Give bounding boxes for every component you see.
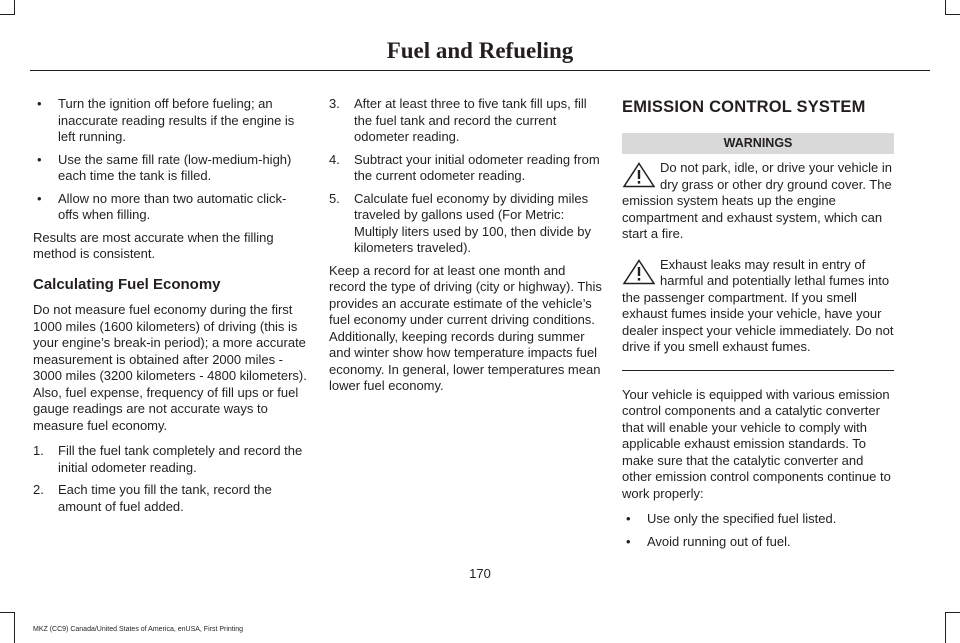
record-keeping-paragraph: Keep a record for at least one month and record the type of driving (city or highway). This provides an accurate estimate of the vehicle’s fuel economy under current driving conditions. Additionally, keeping records during summer and winter show how temperature impacts fuel economy. In general, lower temperatures mean lower fuel economy. [329, 262, 602, 393]
bullet-icon: • [37, 151, 42, 167]
emission-tips-list [622, 511, 894, 550]
list-item [622, 511, 894, 528]
bullet-icon: • [626, 533, 631, 549]
column-1 [33, 96, 307, 521]
list-item-text: Avoid running out of fuel. [647, 533, 791, 549]
warning-text: Exhaust leaks may result in entry of harmful and potentially lethal fumes into the passenger compartment. If you smell exhaust fumes inside your vehicle, have your dealer inspect your vehicle immediately. Do not drive if you smell exhaust fumes. [622, 256, 894, 354]
step-number: 3. [329, 96, 340, 111]
calculating-intro-paragraph: Do not measure fuel economy during the first 1000 miles (1600 kilometers) of driving (this is your engine’s break-in period); a more accurate measurement is obtained after 2000 miles - 3000 miles (3200 kilometers - 4800 kilometers). Also, fuel expense, frequency of fill ups or fuel gauge readings are not accurate ways to measure fuel economy. [33, 302, 307, 433]
page-number: 170 [469, 566, 491, 581]
calculation-steps-list [33, 443, 307, 515]
list-item [329, 191, 603, 257]
warning-text: Do not park, idle, or drive your vehicle in dry grass or other dry ground cover. The emission system heats up the engine compartment and exhaust system, which can start a fire. [622, 160, 892, 241]
step-text: After at least three to five tank fill ups, fill the fuel tank and record the current odometer reading. [354, 96, 587, 144]
step-text: Fill the fuel tank completely and record the initial odometer reading. [58, 443, 303, 475]
list-item-text: Allow no more than two automatic click-offs when filling. [58, 190, 287, 222]
fueling-tips-list [33, 96, 307, 224]
list-item [33, 482, 307, 515]
page-title: Fuel and Refueling [386, 38, 574, 63]
step-number: 1. [33, 443, 44, 458]
crop-mark-top-left [0, 0, 15, 15]
list-item-text: Turn the ignition off before fueling; an inaccurate reading results if the engine is left running. [58, 96, 295, 144]
crop-mark-top-right [945, 0, 960, 15]
calculation-steps-continued-list [329, 96, 603, 257]
step-text: Subtract your initial odometer reading from the current odometer reading. [354, 151, 600, 183]
step-text: Calculate fuel economy by dividing miles traveled by gallons used (For Metric: Multiply liters used by 100, then divide by kilometers traveled). [354, 190, 592, 255]
bullet-icon: • [37, 190, 42, 206]
warnings-banner: WARNINGS [622, 133, 894, 155]
page-header [30, 30, 930, 71]
step-number: 4. [329, 151, 340, 167]
crop-mark-bottom-left [0, 612, 15, 643]
emission-control-heading: EMISSION CONTROL SYSTEM [622, 98, 866, 116]
list-item [33, 443, 307, 476]
list-item [622, 534, 894, 551]
warning-item [622, 257, 894, 356]
bullet-icon: • [37, 96, 42, 111]
warning-triangle-icon [622, 162, 656, 188]
list-item [33, 96, 307, 146]
column-2 [329, 96, 603, 404]
warning-triangle-icon [622, 259, 656, 285]
step-number: 2. [33, 482, 44, 497]
list-item [33, 191, 307, 224]
step-number: 5. [329, 190, 340, 206]
emission-paragraph: Your vehicle is equipped with various emission control components and a catalytic converter that will enable your vehicle to comply with applicable exhaust emission standards. To make sure that the catalytic converter and other emission control components continue to work properly: [622, 386, 891, 501]
list-item [329, 96, 603, 146]
calculating-fuel-economy-heading: Calculating Fuel Economy [33, 275, 221, 293]
warnings-divider [622, 370, 894, 371]
column-3 [622, 96, 894, 556]
bullet-icon: • [626, 511, 631, 526]
list-item-text: Use only the specified fuel listed. [647, 511, 837, 526]
crop-mark-bottom-right [945, 612, 960, 643]
list-item-text: Use the same fill rate (low-medium-high) each time the tank is filled. [58, 151, 292, 183]
list-item [33, 152, 307, 185]
results-paragraph: Results are most accurate when the filling method is consistent. [33, 229, 274, 261]
list-item [329, 152, 603, 185]
step-text: Each time you fill the tank, record the amount of fuel added. [58, 482, 272, 514]
footer-text: MKZ (CC9) Canada/United States of America, enUSA, First Printing [33, 626, 244, 633]
warning-item [622, 160, 894, 243]
